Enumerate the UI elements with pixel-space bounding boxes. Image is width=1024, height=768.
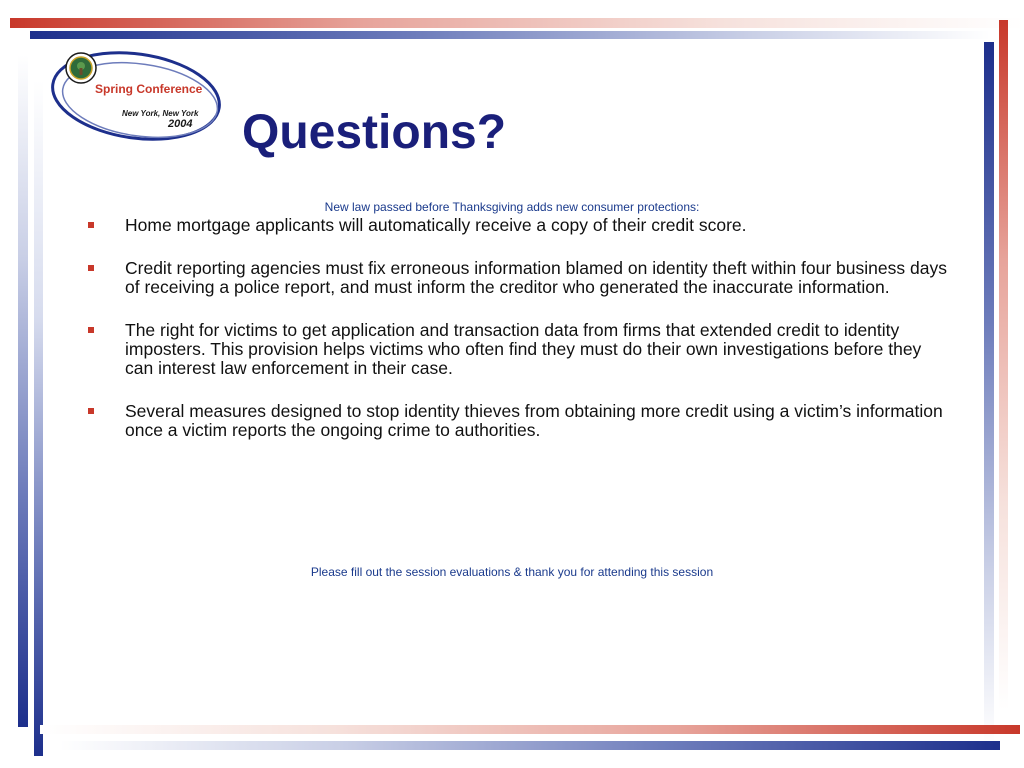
bullet-text: Several measures designed to stop identity thieves from obtaining more credit using a victim’s information once a victim reports the ongoing crime to authorities. xyxy=(125,401,943,440)
logo-title: Spring Conference xyxy=(95,82,203,96)
decorative-bar-bottom-red xyxy=(40,725,1020,734)
conference-logo xyxy=(48,44,228,154)
bullet-text: The right for victims to get application and transaction data from firms that extended credit to identity imposters. This provision helps victims who often find they must do their own investigations before they can interest law enforcement in their case. xyxy=(125,320,922,378)
list-item xyxy=(88,216,948,235)
list-item xyxy=(88,402,948,440)
bullet-list xyxy=(88,216,948,464)
decorative-bar-bottom-blue xyxy=(60,741,1000,750)
square-bullet-icon xyxy=(88,408,94,414)
logo-swoosh-icon xyxy=(48,44,228,154)
logo-year: 2004 xyxy=(168,118,193,130)
list-item xyxy=(88,259,948,297)
bullet-text: Home mortgage applicants will automatically receive a copy of their credit score. xyxy=(125,215,747,235)
footer-note: Please fill out the session evaluations & thank you for attending this session xyxy=(310,565,714,579)
square-bullet-icon xyxy=(88,327,94,333)
logo-city: New York, New York xyxy=(122,109,199,118)
decorative-bar-right-blue xyxy=(984,42,994,742)
list-item xyxy=(88,321,948,378)
decorative-bar-top-red xyxy=(10,18,1024,28)
decorative-bar-left-outer xyxy=(18,55,28,727)
square-bullet-icon xyxy=(88,222,94,228)
decorative-bar-right-red xyxy=(999,20,1008,710)
decorative-bar-top-blue xyxy=(30,31,990,39)
intro-text: New law passed before Thanksgiving adds new consumer protections: xyxy=(324,200,700,214)
bullet-text: Credit reporting agencies must fix erroneous information blamed on identity theft within four business days of receiving a police report, and must inform the creditor who generated the inaccurate information. xyxy=(125,258,947,297)
decorative-bar-left-inner xyxy=(34,80,43,756)
slide-title: Questions? xyxy=(242,106,507,159)
square-bullet-icon xyxy=(88,265,94,271)
